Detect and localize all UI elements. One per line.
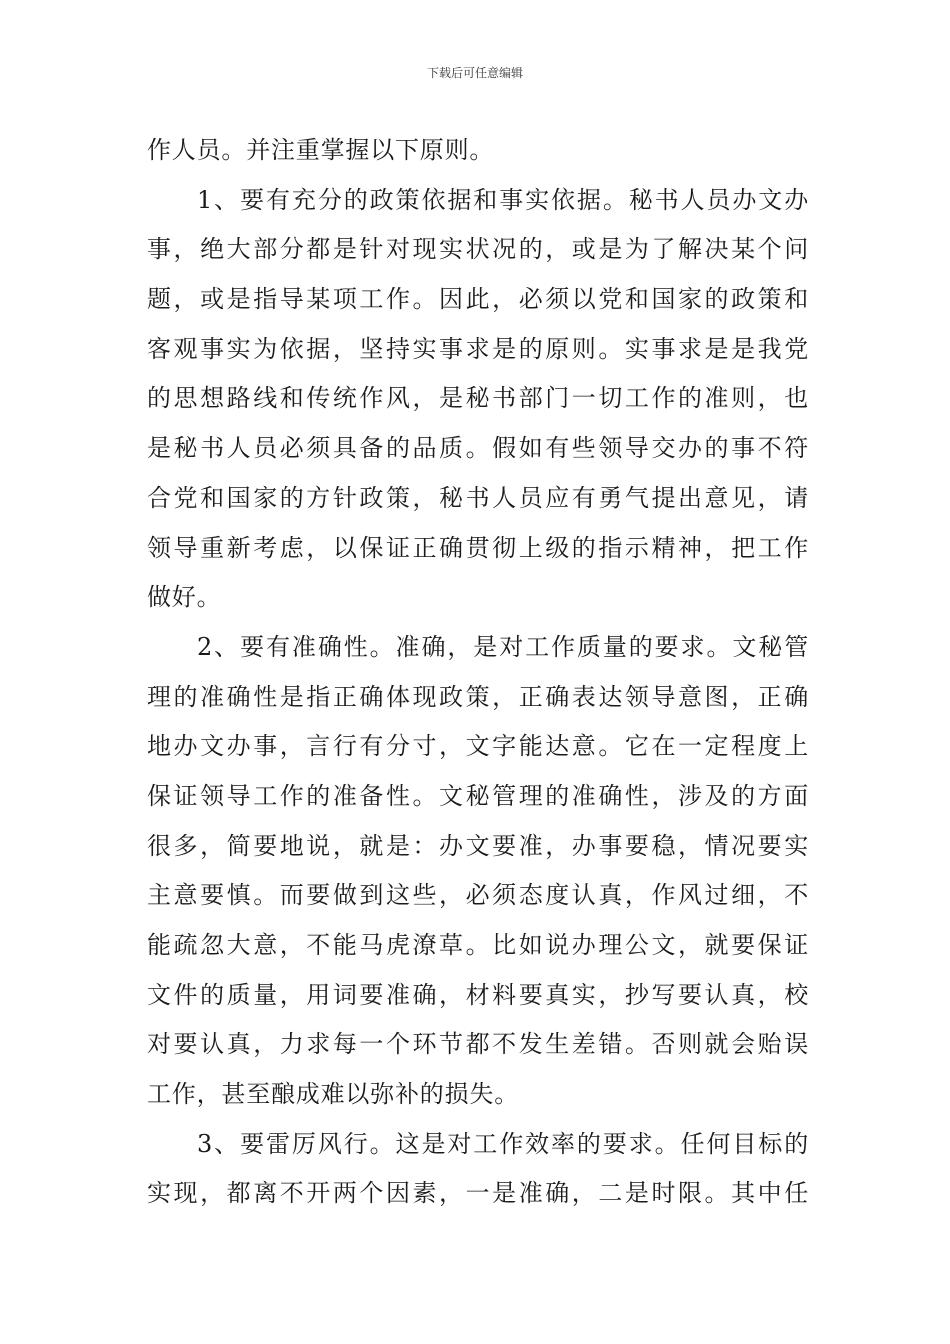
paragraph-line: 客观事实为依据，坚持实事求是的原则。实事求是是我党 <box>147 334 809 363</box>
paragraph-line: 对要认真，力求每一个环节都不发生差错。否则就会贻误 <box>147 1030 809 1059</box>
paragraph-line: 文件的质量，用词要准确，材料要真实，抄写要认真，校 <box>147 980 809 1009</box>
paragraph-line: 理的准确性是指正确体现政策，正确表达领导意图，正确 <box>147 682 809 711</box>
paragraph-line: 合党和国家的方针政策，秘书人员应有勇气提出意见，请 <box>147 483 809 512</box>
paragraph-line: 做好。 <box>147 583 222 612</box>
paragraph-line: 3、要雷厉风行。这是对工作效率的要求。任何目标的 <box>197 1129 809 1158</box>
paragraph-line: 保证领导工作的准备性。文秘管理的准确性，涉及的方面 <box>147 781 809 810</box>
page-header: 下载后可任意编辑 <box>426 66 523 80</box>
paragraph-line: 题，或是指导某项工作。因此，必须以党和国家的政策和 <box>147 285 809 314</box>
paragraph-line: 1、要有充分的政策依据和事实依据。秘书人员办文办 <box>197 185 809 214</box>
document-body <box>147 126 809 1219</box>
paragraph-line: 是秘书人员必须具备的品质。假如有些领导交办的事不符 <box>147 434 809 463</box>
paragraph-line: 很多，简要地说，就是：办文要准，办事要稳，情况要实 <box>147 831 809 860</box>
paragraph-line: 的思想路线和传统作风，是秘书部门一切工作的准则，也 <box>147 384 809 413</box>
paragraph-line: 主意要慎。而要做到这些，必须态度认真，作风过细，不 <box>147 881 809 910</box>
paragraph-line: 地办文办事，言行有分寸，文字能达意。它在一定程度上 <box>147 732 809 761</box>
paragraph-line: 领导重新考虑，以保证正确贯彻上级的指示精神，把工作 <box>147 533 809 562</box>
paragraph-line: 实现，都离不开两个因素，一是准确，二是时限。其中任 <box>147 1179 809 1208</box>
paragraph-line: 工作，甚至酿成难以弥补的损失。 <box>147 1080 519 1109</box>
paragraph-line: 2、要有准确性。准确，是对工作质量的要求。文秘管 <box>197 632 809 661</box>
paragraph-line: 作人员。并注重掌握以下原则。 <box>147 136 495 164</box>
paragraph-line: 能疏忽大意，不能马虎潦草。比如说办理公文，就要保证 <box>147 931 809 959</box>
paragraph-line: 事，绝大部分都是针对现实状况的，或是为了解决某个问 <box>147 235 809 264</box>
